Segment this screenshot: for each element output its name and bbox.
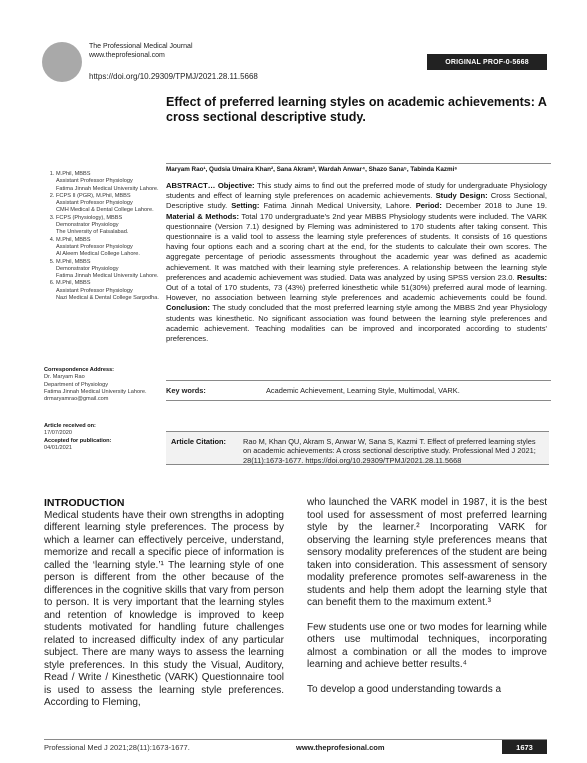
period-text: December 2018 to June 19. — [441, 201, 547, 211]
journal-name: The Professional Medical Journal — [89, 43, 193, 50]
methods-text: Total 170 undergraduate's 2nd year MBBS Physiology students were included. The VARK questionnaire (Version 7.1) designed by Fleming was administered to 170 students after taking consent. This questionnaire is a valid tool to assess the learning style preferences of students. It consists of 16 questions having four options each and a scoring chart at the end, for the students to calculate their own scores. The aggregate percentage of periodic assessments throughout the academic year was defined as academic achievement. It was matched with their learning style preferences. A relationship between the learning style preferences and academic achievement was studied. Data was analyzed by using SPSS version 23.0. — [166, 211, 547, 282]
affiliation-item: 4. M.Phil, MBBS Assistant Professor Physiology Al Aleem Medical College Lahore. — [56, 237, 162, 259]
correspondence-block — [44, 367, 162, 403]
correspondence-address: Dr. Maryam Rao Department of Physiology Fatima Jinnah Medical University Lahore. drmaryamrao@gmail.com — [44, 374, 147, 403]
accepted-label: Accepted for publication: — [44, 437, 112, 444]
citation-text: Rao M, Khan QU, Akram S, Anwar W, Sana S, Kazmi T. Effect of preferred learning styles on academic achievements: A cross sectional descriptive study. Professional Med J 2021; 28(11):1673-1677. https://doi.org/10.29309/TPMJ/2021.28.11.5668 — [243, 437, 536, 465]
doi-link[interactable]: https://doi.org/10.29309/TPMJ/2021.28.11.5668 — [89, 72, 258, 81]
abstract-lead: ABSTRACT… — [166, 181, 218, 190]
correspondence-label: Correspondence Address: — [44, 367, 115, 373]
body-paragraph: Medical students have their own strengths in adopting different learning style preferences. The process by which a learner can effectively perceive, understand, memorize and recall a specific piece of information is called the ‘learning style.’¹ The learning style of one person is different from the other because of the differences in the cognitive skills that vary from person to person. It is very important that the learning styles and retention of knowledge is improved to keep students motivated for handling future challenges related to increased difficulty index of any particular subject. There are many ways to assess the learning style preferences. In this study the Visual, Auditory, Read / Write / Kinesthetic (VARK) Questionnaire tool is used to assess the learning style preferences. According to Fleming, — [44, 509, 284, 708]
objective-label: Objective: — [217, 181, 255, 190]
received-date: 17/07/2020 — [44, 430, 72, 437]
affiliation-item: 1. M.Phil, MBBS Assistant Professor Physiology Fatima Jinnah Medical University Lahore. — [56, 171, 162, 193]
article-type-badge: ORIGINAL PROF-0-5668 — [427, 54, 547, 70]
journal-url[interactable]: www.theprofesional.com — [89, 52, 165, 59]
footer-divider — [44, 739, 547, 740]
article-citation — [166, 431, 549, 465]
affiliation-item: 5. M.Phil, MBBS Demonstrator Physiology Fatima Jinnah Medical University Lahore. — [56, 259, 162, 281]
results-text: Out of a total of 170 students, 73 (43%) preferred kinesthetic while 51(30%) preferred aural mode of learning. However, no association between learning style preferences and academic achievements could be found. — [166, 283, 547, 303]
section-heading: INTRODUCTION — [44, 497, 125, 509]
body-paragraph: who launched the VARK model in 1987, it is the best tool used for assessment of most preferred learning style by the learner.² Incorporating VARK for observing the learning style preferences means that sensory modality preferences of the student are being taken into consideration. This assessment of sensory modality preference promotes self-awareness in the students and help them adopt the learning style that can benefit them to the maximum extent.³ — [307, 497, 547, 608]
journal-logo — [42, 42, 82, 82]
citation-label: Article Citation: — [171, 437, 227, 446]
objective-text: This study aims to find out the preferred mode of study for undergraduate Physiology students and effect of learning style preferences on academic achievements. — [166, 181, 547, 201]
results-label: Results: — [517, 272, 547, 282]
keywords-top-divider — [166, 380, 551, 381]
keywords-label: Key words: — [166, 386, 206, 395]
affiliation-item: 6. M.Phil, MBBS Assistant Professor Physiology Nazi Medical & Dental College Sargodha. — [56, 280, 162, 302]
body-paragraph: To develop a good understanding towards a — [307, 683, 502, 695]
author-list: Maryam Rao¹, Qudsia Umaira Khan², Sana Akram³, Wardah Anwar⁴, Shazo Sana⁵, Tabinda Kazmi⁶ — [166, 166, 458, 173]
setting-label: Setting: — [231, 201, 260, 211]
received-label: Article received on: — [44, 423, 96, 429]
design-text: Cross Sectional, Descriptive study. — [166, 191, 547, 211]
affiliations — [44, 171, 162, 302]
methods-label: Material & Methods: — [166, 211, 240, 221]
affiliation-item: 2. FCPS II (PGR), M.Phil, MBBS Assistant Professor Physiology CMH Medical & Dental College Lahore. — [56, 193, 162, 215]
affiliation-item: 3. FCPS (Physiology), MBBS Demonstrator Physiology The University of Faisalabad. — [56, 215, 162, 237]
conclusion-text: The study concluded that the most preferred learning style among the MBBS 2nd year Physiology students was kinesthetic. No significant association was found between the learning style preferences and academic achievement. Teaching modalities can be improved and incorporated according to students' preferences. — [166, 303, 547, 344]
accepted-date: 04/01/2021 — [44, 444, 72, 451]
keywords-bottom-divider — [166, 400, 551, 401]
keywords-text: Academic Achievement, Learning Style, Multimodal, VARK. — [266, 386, 460, 395]
title-divider — [166, 163, 551, 164]
body-column-right — [307, 497, 547, 696]
abstract — [166, 181, 547, 344]
body-paragraph: Few students use one or two modes for learning while others use multimodal techniques, incorporating almost a combination or all the modes to improve learning and achieve better results.⁴ — [307, 621, 547, 670]
article-title: Effect of preferred learning styles on academic achievements: A cross sectional descriptive study. — [166, 95, 547, 124]
body-column-left — [44, 497, 284, 710]
period-label: Period: — [415, 201, 442, 211]
conclusion-label: Conclusion: — [166, 303, 210, 313]
footer-citation: Professional Med J 2021;28(11):1673-1677. — [44, 743, 190, 752]
setting-text: Fatima Jinnah Medical University, Lahore. — [259, 201, 416, 211]
page-number: 1673 — [502, 740, 547, 754]
keywords — [166, 386, 551, 395]
footer-url[interactable]: www.theprofesional.com — [296, 743, 385, 752]
design-label: Study Design: — [435, 191, 488, 201]
article-dates — [44, 423, 162, 452]
